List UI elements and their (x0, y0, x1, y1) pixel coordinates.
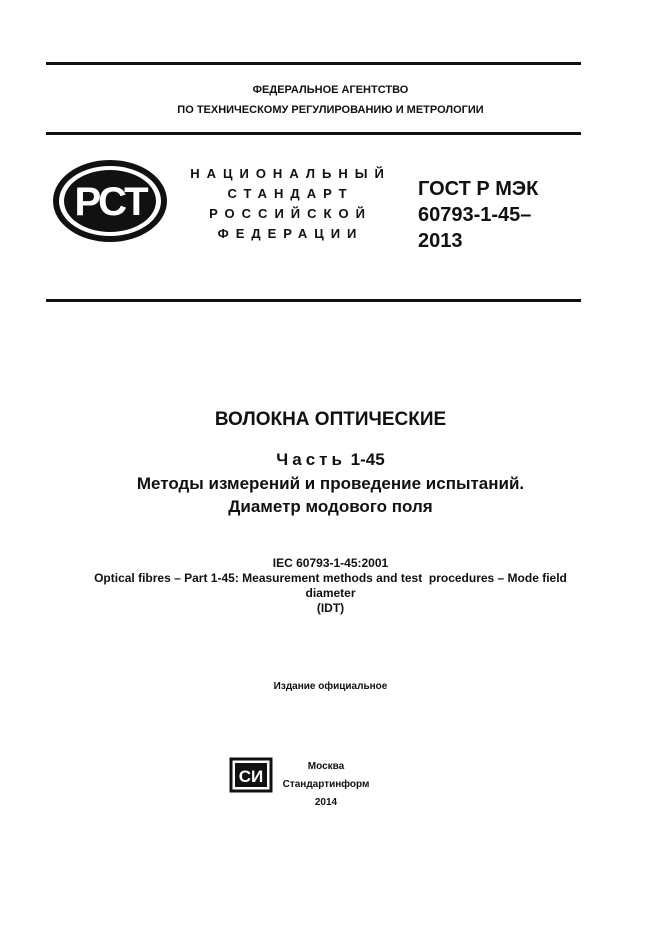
national-line-4: ФЕДЕРАЦИИ (217, 226, 364, 241)
publisher-year: 2014 (314, 797, 338, 808)
publisher-block (275, 758, 377, 812)
iec-reference: IEC 60793-1-45:2001 (272, 556, 389, 570)
header-divider (46, 132, 581, 135)
edition-label: Издание официальное (273, 681, 388, 692)
agency-line-1: ФЕДЕРАЛЬНОЕ АГЕНТСТВО (252, 84, 409, 96)
logo-text: PCT (74, 180, 146, 224)
designation-line-2: 60793-1-45– (418, 204, 532, 226)
part-label (0, 450, 661, 470)
agency-line-2: ПО ТЕХНИЧЕСКОМУ РЕГУЛИРОВАНИЮ И МЕТРОЛОГИИ (177, 104, 484, 116)
section-divider (46, 299, 581, 302)
standard-designation (418, 176, 538, 254)
publisher-city: Москва (307, 761, 345, 772)
iec-title-line-2: diameter (305, 586, 356, 600)
top-rule (46, 62, 581, 65)
national-line-2: СТАНДАРТ (227, 186, 354, 201)
publisher-name: Стандартинформ (282, 779, 370, 790)
standartinform-logo-icon (229, 757, 273, 793)
part-number: 1-45 (350, 450, 385, 469)
iec-reference-block (0, 556, 661, 616)
designation-line-3: 2013 (418, 230, 463, 252)
iec-title-line-1: Optical fibres – Part 1-45: Measurement methods and test procedures – Mode field (94, 571, 567, 585)
document-title: ВОЛОКНА ОПТИЧЕСКИЕ (214, 409, 447, 430)
subtitle-line-2: Диаметр модового поля (228, 497, 433, 516)
publisher-logo-text: СИ (238, 767, 264, 786)
designation-line-1: ГОСТ Р МЭК (418, 178, 539, 200)
national-line-1: НАЦИОНАЛЬНЫЙ (190, 166, 391, 181)
document-subtitle (0, 472, 661, 518)
iec-idt: (IDT) (316, 601, 345, 615)
agency-header (0, 80, 661, 120)
national-standard-label (178, 164, 403, 244)
national-line-3: РОССИЙСКОЙ (209, 206, 372, 221)
gost-r-logo-icon (51, 158, 169, 244)
part-word: Часть (276, 450, 346, 469)
subtitle-line-1: Методы измерений и проведение испытаний. (136, 474, 525, 493)
